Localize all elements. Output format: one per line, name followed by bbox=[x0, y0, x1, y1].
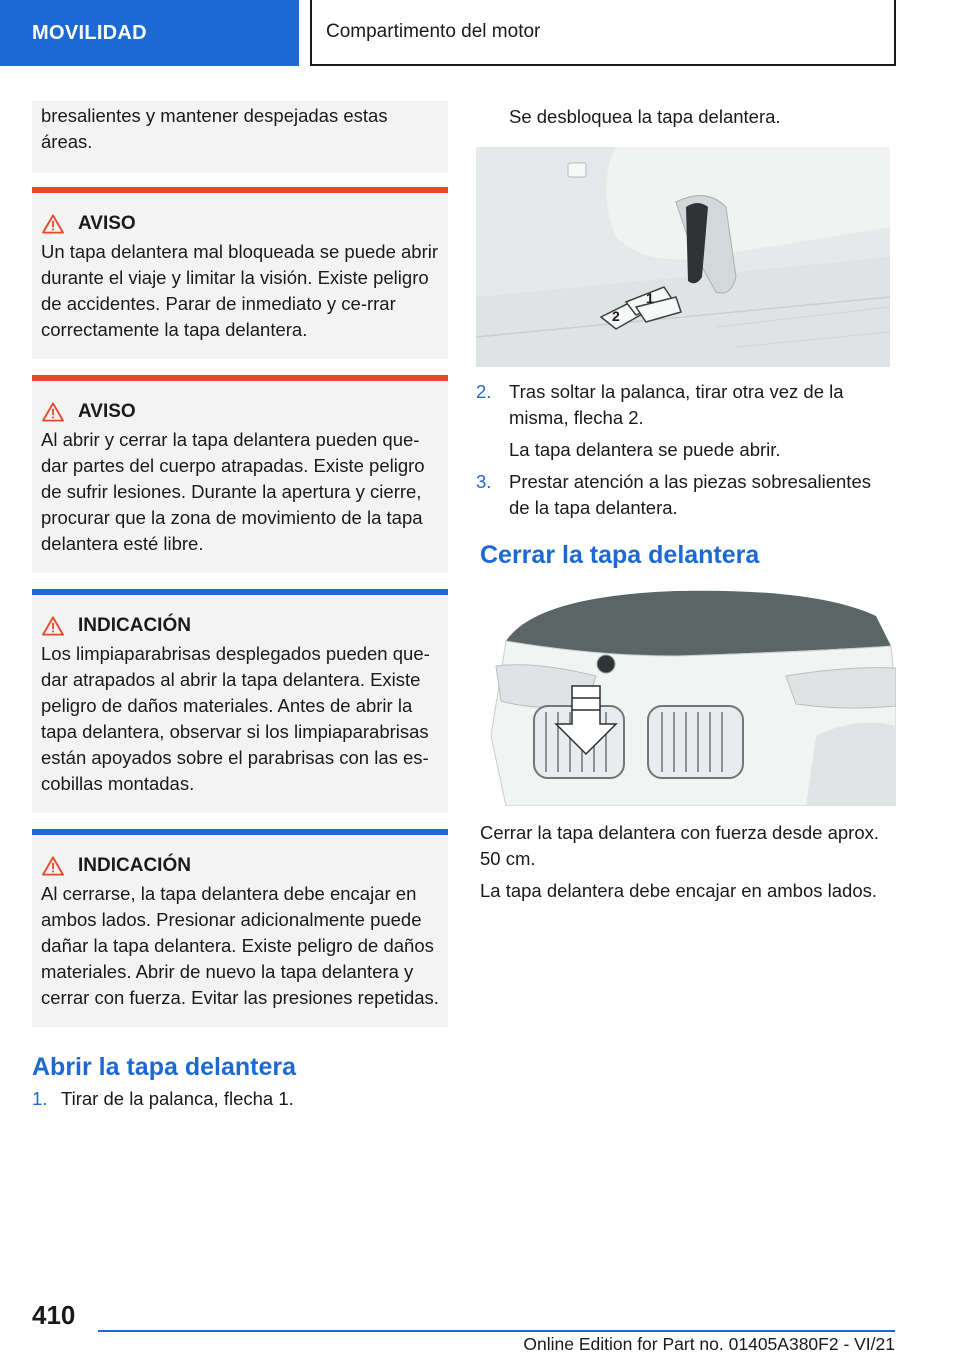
notice-indicacion-2 bbox=[32, 829, 448, 1027]
step-2 bbox=[476, 379, 896, 431]
section-title: MOVILIDAD bbox=[32, 21, 147, 44]
chapter-header bbox=[310, 0, 896, 66]
closing-hood-car-image bbox=[476, 586, 896, 806]
chapter-title: Compartimento del motor bbox=[326, 21, 541, 42]
notice-title: INDICACIÓN bbox=[78, 855, 191, 876]
open-hood-heading: Abrir la tapa delantera bbox=[32, 1053, 296, 1081]
step-text: Tras soltar la palanca, tirar otra vez de la misma, flecha 2. bbox=[509, 381, 844, 428]
notice-aviso-1 bbox=[32, 187, 448, 359]
warning-triangle-icon bbox=[42, 616, 64, 636]
step-1 bbox=[32, 1086, 448, 1112]
step-text: Prestar atención a las piezas sobresalientes de la tapa delantera. bbox=[509, 471, 871, 518]
car-illustration bbox=[476, 586, 896, 806]
arrow-label-2: 2 bbox=[612, 308, 620, 324]
notice-header bbox=[41, 613, 439, 639]
edition-note: Online Edition for Part no. 01405A380F2 - VI/21 bbox=[523, 1334, 895, 1354]
step-3 bbox=[476, 469, 896, 521]
close-hood-heading: Cerrar la tapa delantera bbox=[480, 541, 760, 569]
warning-triangle-icon bbox=[42, 856, 64, 876]
notice-title: AVISO bbox=[78, 213, 136, 234]
notice-title: INDICACIÓN bbox=[78, 615, 191, 636]
step-number: 2. bbox=[476, 381, 492, 402]
warning-triangle-icon bbox=[42, 402, 64, 422]
notice-text: Los limpiaparabrisas desplegados pueden que-dar atrapados al abrir la tapa delantera. Existe peligro de daños materiales. Antes de abrir la tapa delantera, observar si los limpiaparabrisas están apoyados sobre el parabrisas con las es-cobillas montadas. bbox=[41, 643, 430, 794]
step-2-result: La tapa delantera se puede abrir. bbox=[509, 439, 781, 460]
left-column bbox=[32, 101, 448, 1112]
notice-title: AVISO bbox=[78, 401, 136, 422]
unlock-text: Se desbloquea la tapa delantera. bbox=[509, 106, 781, 127]
notice-text: Al abrir y cerrar la tapa delantera pueden que-dar partes del cuerpo atrapadas. Existe peligro de sufrir lesiones. Durante la apertura y cierre, procurar que la zona de movimiento de la tapa delantera esté libre. bbox=[41, 429, 425, 554]
notice-text: Un tapa delantera mal bloqueada se puede abrir durante el viaje y limitar la visión. Existe peligro de accidentes. Parar de inmediato y ce-rrar correctamente la tapa delantera. bbox=[41, 241, 439, 340]
arrow-label-1: 1 bbox=[646, 290, 654, 306]
notice-aviso-2 bbox=[32, 375, 448, 573]
notice-indicacion-1 bbox=[32, 589, 448, 813]
section-tab bbox=[0, 0, 299, 66]
close-note: La tapa delantera debe encajar en ambos lados. bbox=[480, 880, 878, 901]
step-text: Tirar de la palanca, flecha 1. bbox=[61, 1088, 294, 1109]
notice-text: Al cerrarse, la tapa delantera debe encajar en ambos lados. Presionar adicionalmente puede dañar la tapa delantera. Existe peligro de daños materiales. Abrir de nuevo la tapa delantera y cerrar con fuerza. Evitar las presiones repetidas. bbox=[41, 883, 439, 1008]
right-column bbox=[476, 101, 896, 904]
close-instruction: Cerrar la tapa delantera con fuerza desde aprox. 50 cm. bbox=[480, 822, 880, 869]
step-number: 3. bbox=[476, 471, 492, 492]
continued-notice bbox=[32, 101, 448, 173]
continued-text: bresalientes y mantener despejadas estas áreas. bbox=[41, 105, 388, 152]
hood-release-lever-image bbox=[476, 147, 890, 367]
page-number: 410 bbox=[32, 1300, 76, 1330]
notice-header bbox=[41, 853, 439, 879]
footer-rule bbox=[98, 1330, 895, 1332]
step-number: 1. bbox=[32, 1088, 48, 1109]
notice-header bbox=[41, 211, 439, 237]
notice-header bbox=[41, 399, 439, 425]
lever-illustration bbox=[476, 147, 890, 367]
warning-triangle-icon bbox=[42, 214, 64, 234]
